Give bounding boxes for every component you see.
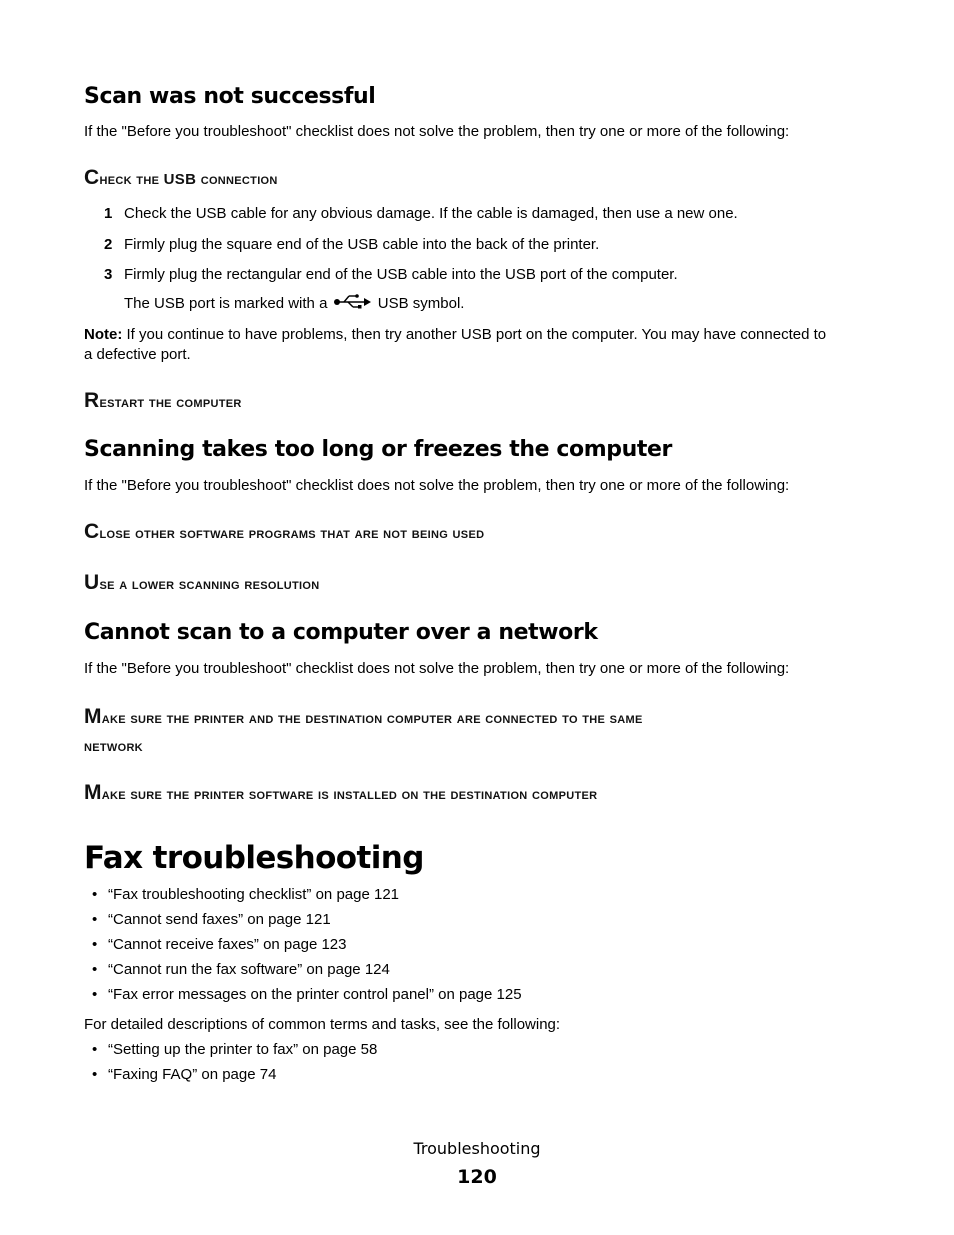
section-title-scanning-too-long: Scanning takes too long or freezes the computer [84,437,672,462]
subheading-lower-resolution [84,571,319,595]
subheading-rest: ake sure the printer software is installed on the destination computer [101,786,598,803]
note-text-line2: a defective port. [84,346,191,363]
link-text[interactable]: “Fax error messages on the printer control panel” on page 125 [108,986,522,1003]
subheading-rest: ake sure the printer and the destination computer are connected to the same [101,710,643,727]
usb-note-after: USB symbol. [377,295,465,312]
usb-symbol-icon [334,294,372,316]
chapter-title-fax-troubleshooting: Fax troubleshooting [84,840,424,876]
subheading-rest: se a lower scanning resolution [99,576,320,593]
step-text: Firmly plug the square end of the USB cable into the back of the printer. [124,236,600,253]
intro-text: If the "Before you troubleshoot" checklist does not solve the problem, then try one or more of the following: [84,123,790,140]
section-title-cannot-scan-network: Cannot scan to a computer over a network [84,620,598,645]
list-item [104,204,738,224]
step-text: Firmly plug the rectangular end of the USB cable into the USB port of the computer. [124,266,678,283]
bullet-icon: • [92,911,98,928]
step-number: 3 [104,266,113,283]
bullet-icon: • [92,961,98,978]
link-text[interactable]: “Faxing FAQ” on page 74 [108,1066,277,1083]
subheading-initial: R [84,389,100,412]
list-item[interactable] [84,960,390,980]
link-text[interactable]: “Cannot run the fax software” on page 124 [108,961,390,978]
subheading-rest: heck the USB connection [99,171,278,188]
subheading-initial: C [84,166,100,189]
subheading-rest: estart the computer [99,394,242,411]
usb-symbol-note [124,294,464,316]
note-label: Note: [84,326,123,343]
step-number: 2 [104,236,113,253]
bullet-icon: • [92,1066,98,1083]
list-item[interactable] [84,935,346,955]
subheading-initial: C [84,520,100,543]
subheading-check-usb [84,166,278,190]
subheading-initial: U [84,571,100,594]
bullet-icon: • [92,886,98,903]
link-text[interactable]: “Cannot send faxes” on page 121 [108,911,331,928]
subheading-initial: M [84,781,102,804]
footer-page-number: 120 [457,1166,497,1188]
list-item[interactable] [84,885,399,905]
section-title-scan-not-successful: Scan was not successful [84,84,376,109]
list-item [104,235,599,255]
note-text: If you continue to have problems, then try another USB port on the computer. You may have connected to [126,326,827,343]
link-text[interactable]: “Setting up the printer to fax” on page 58 [108,1041,378,1058]
subheading-same-network [84,703,864,761]
link-text[interactable]: “Fax troubleshooting checklist” on page 121 [108,886,400,903]
subheading-line2: network [84,738,143,755]
subheading-software-installed [84,781,597,805]
link-text[interactable]: “Cannot receive faxes” on page 123 [108,936,347,953]
usb-note-before: The USB port is marked with a [124,295,328,312]
list-item[interactable] [84,910,331,930]
list-item [104,265,678,285]
list-item[interactable] [84,985,522,1005]
subheading-restart [84,389,242,413]
note-paragraph [84,325,874,365]
detail-intro-text: For detailed descriptions of common terms and tasks, see the following: [84,1016,561,1033]
intro-text: If the "Before you troubleshoot" checklist does not solve the problem, then try one or more of the following: [84,660,790,677]
footer-chapter-name: Troubleshooting [413,1139,541,1158]
list-item[interactable] [84,1040,377,1060]
bullet-icon: • [92,986,98,1003]
step-number: 1 [104,205,113,222]
list-item[interactable] [84,1065,276,1085]
bullet-icon: • [92,1041,98,1058]
intro-text: If the "Before you troubleshoot" checklist does not solve the problem, then try one or more of the following: [84,477,790,494]
bullet-icon: • [92,936,98,953]
subheading-close-programs [84,520,484,544]
step-text: Check the USB cable for any obvious damage. If the cable is damaged, then use a new one. [124,205,738,222]
subheading-rest: lose other software programs that are not being used [99,525,485,542]
subheading-initial: M [84,705,102,728]
